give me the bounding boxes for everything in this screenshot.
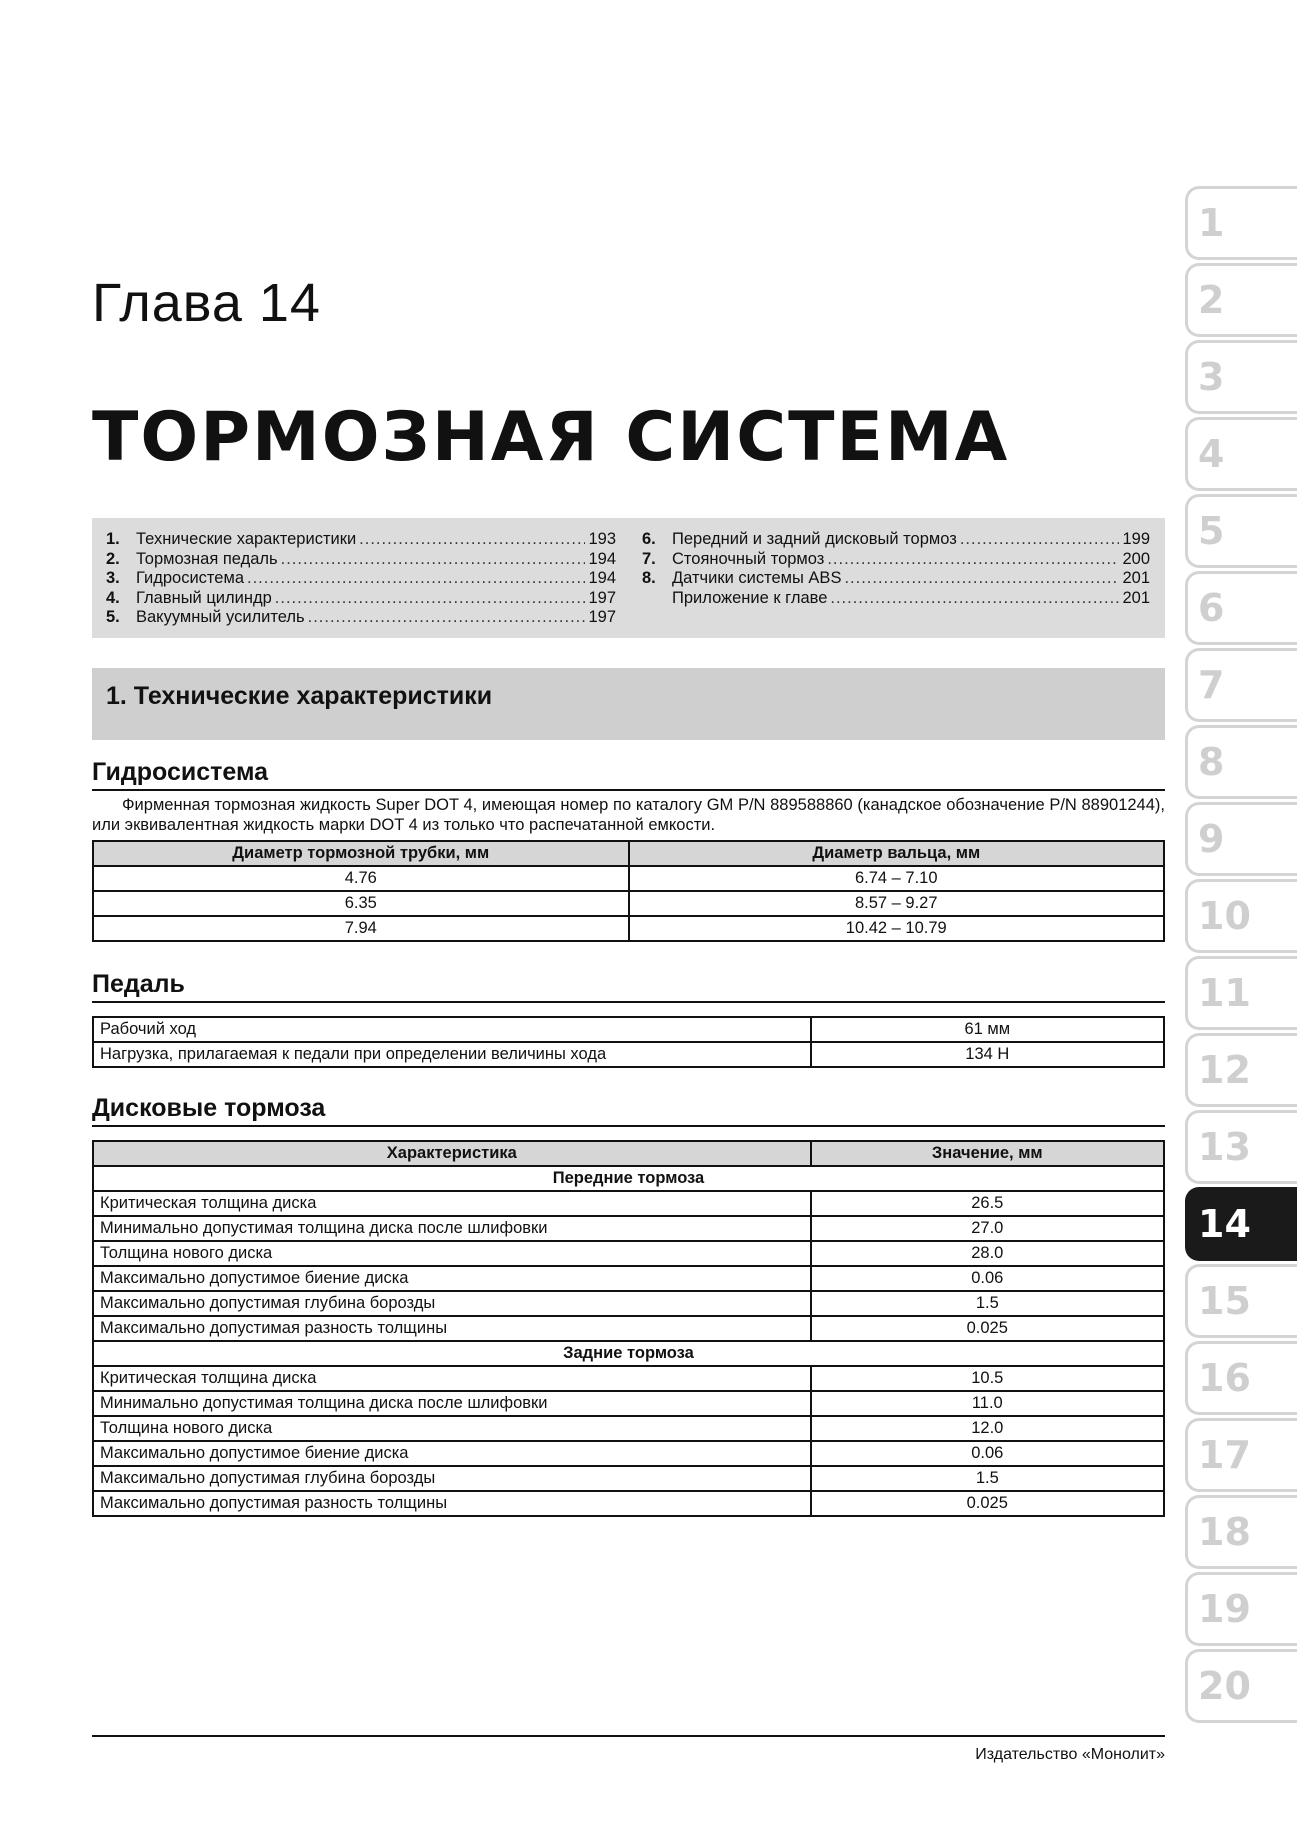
toc-leader-dots [827, 550, 1119, 570]
table-cell: Толщина нового диска [93, 1416, 811, 1441]
table-cell: 6.74 – 7.10 [629, 866, 1165, 891]
table-cell: 134 Н [811, 1042, 1164, 1067]
table-row [93, 1441, 1164, 1466]
table-row [93, 1316, 1164, 1341]
toc-item-title: Передний и задний дисковый тормоз [672, 530, 957, 548]
table-cell: Минимально допустимая толщина диска после шлифовки [93, 1391, 811, 1416]
toc-item-page: 197 [588, 608, 616, 626]
toc-item-number: 3. [106, 569, 120, 587]
chapter-tab[interactable]: 12 [1185, 1033, 1297, 1107]
group-row [93, 1166, 1164, 1191]
table-cell: 0.025 [811, 1316, 1164, 1341]
table-cell: 1.5 [811, 1466, 1164, 1491]
hydraulics-table [92, 840, 1165, 942]
chapter-tab[interactable]: 9 [1185, 802, 1297, 876]
toc-item-title: Технические характеристики [136, 530, 357, 548]
column-header: Характеристика [93, 1141, 811, 1166]
table-cell: 26.5 [811, 1191, 1164, 1216]
chapter-tab[interactable]: 16 [1185, 1341, 1297, 1415]
table-row [93, 1291, 1164, 1316]
table-cell: 7.94 [93, 916, 629, 941]
toc-item-page: 194 [588, 569, 616, 587]
toc-item-number: 4. [106, 588, 120, 607]
table-row [93, 891, 1164, 916]
toc-leader-dots [830, 589, 1119, 609]
toc-item-number: 8. [642, 569, 656, 587]
toc-item-number: 5. [106, 608, 120, 626]
chapter-tab-active[interactable]: 14 [1185, 1187, 1297, 1261]
toc-leader-dots [359, 530, 585, 550]
group-label: Передние тормоза [93, 1166, 1164, 1191]
group-label: Задние тормоза [93, 1341, 1164, 1366]
toc-left-column [106, 530, 616, 628]
table-cell: 10.5 [811, 1366, 1164, 1391]
pedal-heading: Педаль [92, 970, 1165, 1003]
toc-leader-dots [275, 589, 585, 609]
toc-item-page: 194 [588, 549, 616, 568]
toc-item-number: 7. [642, 549, 656, 568]
table-row [93, 1191, 1164, 1216]
chapter-tab[interactable]: 7 [1185, 648, 1297, 722]
chapter-tab[interactable]: 2 [1185, 263, 1297, 337]
toc-item[interactable] [106, 589, 616, 609]
chapter-tab[interactable]: 11 [1185, 956, 1297, 1030]
table-row [93, 1391, 1164, 1416]
table-cell: Максимально допустимая разность толщины [93, 1316, 811, 1341]
table-cell: 12.0 [811, 1416, 1164, 1441]
toc-item-title: Гидросистема [136, 569, 244, 587]
chapter-tab[interactable]: 5 [1185, 494, 1297, 568]
table-row [93, 1266, 1164, 1291]
chapter-title: ТОРМОЗНАЯ СИСТЕМА [92, 398, 1010, 477]
toc-item[interactable] [642, 569, 1150, 589]
toc-item[interactable] [106, 569, 616, 589]
toc-item-number: 2. [106, 549, 120, 568]
disc-brakes-table [92, 1140, 1165, 1517]
toc-item[interactable] [106, 550, 616, 570]
hydraulics-paragraph: Фирменная тормозная жидкость Super DOT 4, имеющая номер по каталогу GM P/N 889588860 (канадское обозначение P/N 88901244), или эквивалентная жидкость марки DOT 4 из только что распечатанной емкости. [92, 796, 1165, 834]
table-header-row [93, 841, 1164, 866]
section-title: 1. Технические характеристики [106, 682, 493, 710]
hydraulics-heading: Гидросистема [92, 758, 1165, 791]
table-cell: Максимально допустимое биение диска [93, 1266, 811, 1291]
table-cell: Максимально допустимая разность толщины [93, 1491, 811, 1516]
table-row [93, 1241, 1164, 1266]
chapter-label: Глава 14 [92, 273, 321, 333]
column-header: Диаметр тормозной трубки, мм [93, 841, 629, 866]
table-header-row [93, 1141, 1164, 1166]
table-cell: Критическая толщина диска [93, 1366, 811, 1391]
toc-item-title: Приложение к главе [672, 588, 828, 607]
toc-item-page: 199 [1122, 530, 1150, 548]
table-cell: 1.5 [811, 1291, 1164, 1316]
table-cell: 28.0 [811, 1241, 1164, 1266]
table-row [93, 1466, 1164, 1491]
table-cell: 8.57 – 9.27 [629, 891, 1165, 916]
toc-leader-dots [308, 608, 585, 628]
chapter-tab[interactable]: 20 [1185, 1649, 1297, 1723]
table-cell: 61 мм [811, 1017, 1164, 1042]
chapter-tab[interactable]: 17 [1185, 1418, 1297, 1492]
chapter-tab[interactable]: 1 [1185, 186, 1297, 260]
toc-item[interactable] [642, 530, 1150, 550]
toc-item-page: 201 [1122, 588, 1150, 607]
table-row [93, 1416, 1164, 1441]
toc-item-page: 193 [588, 530, 616, 548]
group-row [93, 1341, 1164, 1366]
section-header [92, 668, 1165, 740]
chapter-tab[interactable]: 6 [1185, 571, 1297, 645]
toc-item-page: 200 [1122, 549, 1150, 568]
toc-item[interactable] [642, 550, 1150, 570]
chapter-tab[interactable]: 18 [1185, 1495, 1297, 1569]
toc-leader-dots [281, 550, 585, 570]
toc-item-page: 197 [588, 588, 616, 607]
table-of-contents [92, 518, 1165, 638]
table-row [93, 1216, 1164, 1241]
toc-leader-dots [960, 530, 1119, 550]
table-cell: Минимально допустимая толщина диска после шлифовки [93, 1216, 811, 1241]
table-cell: Критическая толщина диска [93, 1191, 811, 1216]
toc-item-title: Главный цилиндр [136, 588, 272, 607]
table-cell: 27.0 [811, 1216, 1164, 1241]
toc-leader-dots [247, 569, 585, 589]
table-cell: Толщина нового диска [93, 1241, 811, 1266]
toc-item-number: 1. [106, 530, 120, 548]
chapter-tab[interactable]: 19 [1185, 1572, 1297, 1646]
toc-right-column [642, 530, 1150, 608]
toc-item[interactable] [106, 608, 616, 628]
toc-item-page: 201 [1122, 569, 1150, 587]
table-row [93, 1017, 1164, 1042]
table-cell: 6.35 [93, 891, 629, 916]
table-row [93, 1366, 1164, 1391]
table-cell: Максимально допустимое биение диска [93, 1441, 811, 1466]
table-cell: Рабочий ход [93, 1017, 811, 1042]
toc-item-title: Датчики системы ABS [672, 569, 842, 587]
table-cell: 0.06 [811, 1441, 1164, 1466]
table-cell: 0.06 [811, 1266, 1164, 1291]
column-header: Значение, мм [811, 1141, 1164, 1166]
table-row [93, 1491, 1164, 1516]
table-cell: Максимально допустимая глубина борозды [93, 1291, 811, 1316]
toc-item[interactable] [642, 589, 1150, 609]
table-cell: Нагрузка, прилагаемая к педали при определении величины хода [93, 1042, 811, 1067]
table-row [93, 916, 1164, 941]
footer-publisher: Издательство «Монолит» [975, 1746, 1165, 1763]
toc-item-title: Стояночный тормоз [672, 549, 825, 568]
column-header: Диаметр вальца, мм [629, 841, 1165, 866]
pedal-table [92, 1016, 1165, 1068]
table-cell: Максимально допустимая глубина борозды [93, 1466, 811, 1491]
chapter-tab[interactable]: 13 [1185, 1110, 1297, 1184]
table-cell: 4.76 [93, 866, 629, 891]
chapter-tab[interactable]: 15 [1185, 1264, 1297, 1338]
disc-brakes-heading: Дисковые тормоза [92, 1094, 1165, 1127]
toc-item-number: 6. [642, 530, 656, 548]
footer-divider [92, 1735, 1165, 1737]
chapter-tab[interactable]: 10 [1185, 879, 1297, 953]
chapter-tab[interactable]: 4 [1185, 417, 1297, 491]
chapter-tab[interactable]: 3 [1185, 340, 1297, 414]
table-cell: 11.0 [811, 1391, 1164, 1416]
table-cell: 10.42 – 10.79 [629, 916, 1165, 941]
toc-item[interactable] [106, 530, 616, 550]
table-row [93, 866, 1164, 891]
toc-item-title: Вакуумный усилитель [136, 608, 305, 626]
toc-leader-dots [844, 569, 1119, 589]
table-cell: 0.025 [811, 1491, 1164, 1516]
table-row [93, 1042, 1164, 1067]
chapter-tab[interactable]: 8 [1185, 725, 1297, 799]
toc-item-title: Тормозная педаль [136, 549, 278, 568]
